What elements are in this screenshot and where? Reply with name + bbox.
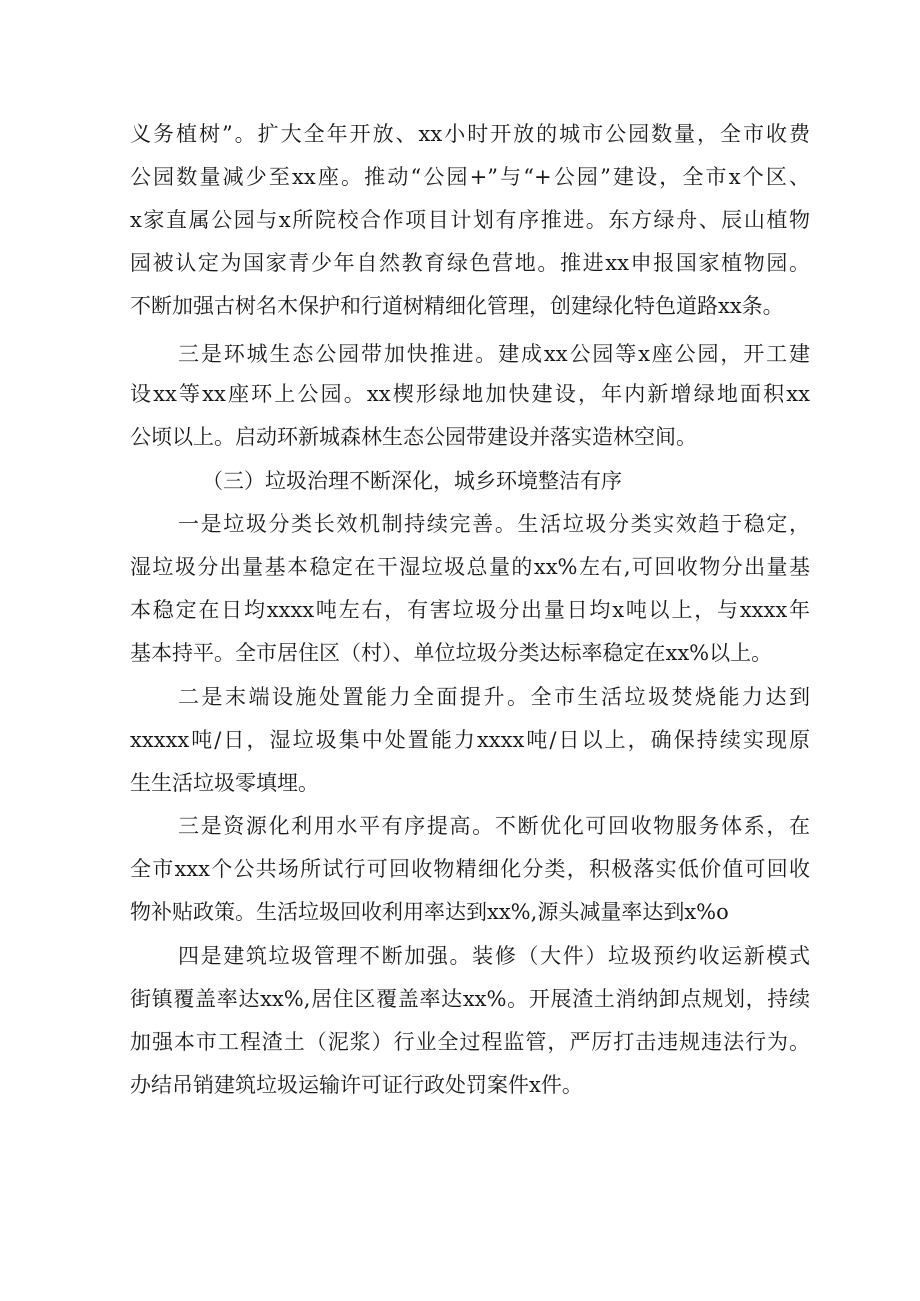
text-line: 本稳定在日均xxxx吨左右，有害垃圾分出量日均x吨以上，与xxxx年 [130, 598, 810, 622]
text-line: xxxxx吨/日，湿垃圾集中处置能力xxxx吨/日以上，确保持续实现原 [130, 728, 810, 752]
paragraph-first-line: 四是建筑垃圾管理不断加强。装修（大件）垃圾预约收运新模式 [178, 944, 810, 968]
text-line: 不断加强古树名木保护和行道树精细化管理，创建绿化特色道路xx条。 [130, 294, 784, 318]
paragraph-first-line: 二是末端设施处置能力全面提升。全市生活垃圾焚烧能力达到 [178, 685, 810, 709]
text-line: 办结吊销建筑垃圾运输许可证行政处罚案件x件。 [130, 1073, 583, 1097]
text-line: 园被认定为国家青少年自然教育绿色营地。推进xx申报国家植物园。 [130, 251, 810, 275]
text-line: x家直属公园与x所院校合作项目计划有序推进。东方绿舟、辰山植物 [130, 208, 810, 232]
text-line: 加强本市工程渣土（泥浆）行业全过程监管，严厉打击违规违法行为。 [130, 1030, 810, 1054]
paragraph-first-line: 一是垃圾分类长效机制持续完善。生活垃圾分类实效趋于稳定， [178, 512, 810, 536]
paragraph-first-line: 三是环城生态公园带加快推进。建成xx公园等x座公园，开工建 [178, 342, 810, 366]
text-line: 湿垃圾分出量基本稳定在干湿垃圾总量的xx%左右,可回收物分出量基 [130, 555, 810, 579]
text-line: 生生活垃圾零填埋。 [130, 771, 319, 795]
text-line: 义务植树”。扩大全年开放、xx小时开放的城市公园数量，全市收费 [130, 122, 810, 146]
paragraph-first-line: 三是资源化利用水平有序提高。不断优化可回收物服务体系，在 [178, 814, 810, 838]
text-line: 街镇覆盖率达xx%,居住区覆盖率达xx%。开展渣土消纳卸点规划，持续 [130, 987, 810, 1011]
text-line: 公园数量减少至xx座。推动“公园+”与“+公园”建设，全市x个区、 [130, 165, 810, 189]
text-line: 公顷以上。启动环新城森林生态公园带建设并落实造林空间。 [130, 425, 697, 449]
section-heading: （三）垃圾治理不断深化，城乡环境整洁有序 [202, 469, 622, 493]
text-line: 物补贴政策。生活垃圾回收利用率达到xx%,源头减量率达到x%o [130, 900, 729, 924]
text-line: 全市xxx个公共场所试行可回收物精细化分类，积极落实低价值可回收 [130, 857, 810, 881]
text-line: 设xx等xx座环上公园。xx楔形绿地加快建设，年内新增绿地面积xx [130, 382, 810, 406]
text-line: 基本持平。全市居住区（村）、单位垃圾分类达标率稳定在xx%以上。 [130, 641, 773, 665]
